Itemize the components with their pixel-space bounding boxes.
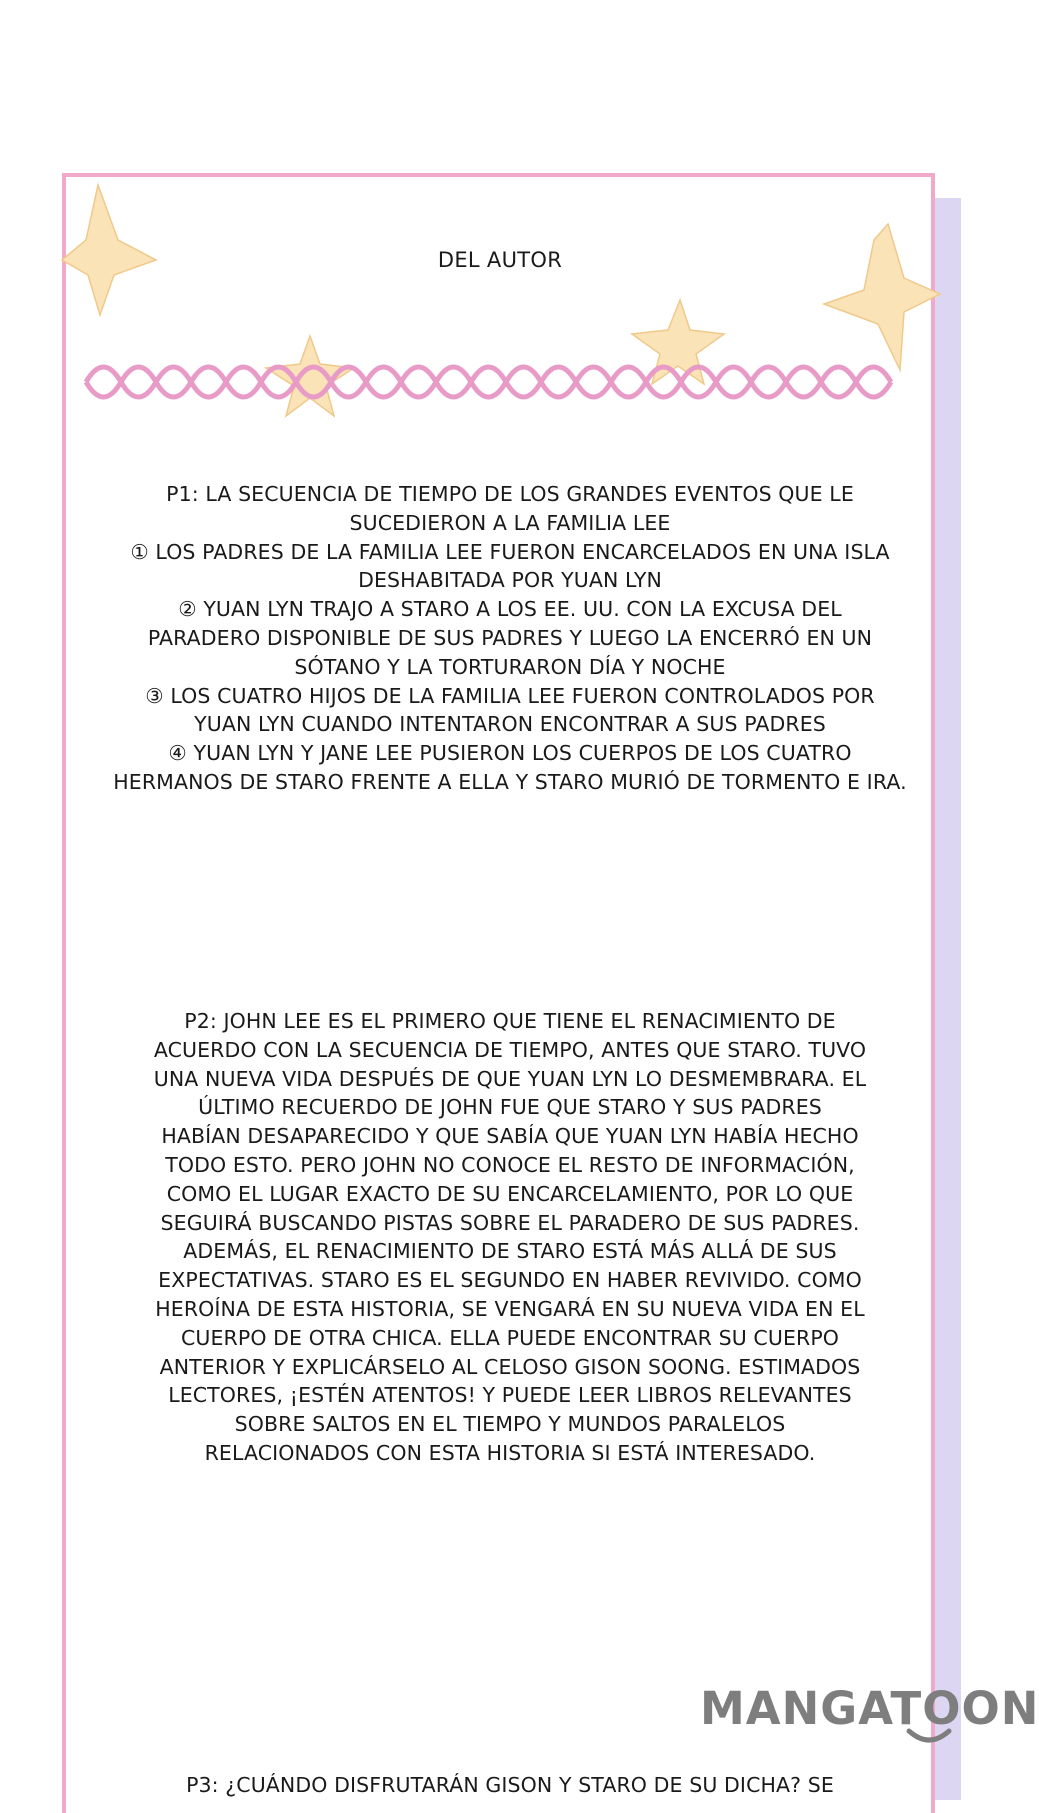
paragraph-p1: P1: LA SECUENCIA DE TIEMPO DE LOS GRANDES EVENTOS QUE LE SUCEDIERON A LA FAMILIA LEE ① LOS PADRES DE LA FAMILIA LEE FUERON ENCARCELADOS EN UNA ISLA DESHABITADA POR YUAN LYN ② YUAN LYN TRAJO A STARO A LOS EE. UU. CON LA EXCUSA DEL PARADERO DISPONIBLE DE SUS PADRES Y LUEGO LA ENCERRÓ EN UN SÓTANO Y LA TORTURARON DÍA Y NOCHE ③ LOS CUATRO HIJOS DE LA FAMILIA LEE FUERON CONTROLADOS POR YUAN LYN CUANDO INTENTARON ENCONTRAR A SUS PADRES ④ YUAN LYN Y JANE LEE PUSIERON LOS CUERPOS DE LOS CUATRO HERMANOS DE STARO FRENTE A ELLA Y STARO MURIÓ DE TORMENTO E IRA. xyxy=(113,482,907,794)
smile-icon xyxy=(905,1727,953,1745)
mangatoon-watermark: MANGATOON xyxy=(700,1682,1039,1735)
paragraph-p3: P3: ¿CUÁNDO DISFRUTARÁN GISON Y STARO DE SU DICHA? SE xyxy=(186,1773,834,1797)
author-note-card xyxy=(62,173,935,1813)
page-title: DEL AUTOR xyxy=(437,248,563,272)
star-icon xyxy=(56,170,164,320)
paragraph-p2: P2: JOHN LEE ES EL PRIMERO QUE TIENE EL RENACIMIENTO DE ACUERDO CON LA SECUENCIA DE TIEMPO, ANTES QUE STARO. TUVO UNA NUEVA VIDA DESPUÉS DE QUE YUAN LYN LO DESMEMBRARA. EL ÚLTIMO RECUERDO DE JOHN FUE QUE STARO Y SUS PADRES HABÍAN DESAPARECIDO Y QUE SABÍA QUE YUAN LYN HABÍA HECHO TODO ESTO. PERO JOHN NO CONOCE EL RESTO DE INFORMACIÓN, COMO EL LUGAR EXACTO DE SU ENCARCELAMIENTO, POR LO QUE SEGUIRÁ BUSCANDO PISTAS SOBRE EL PARADERO DE SUS PADRES. ADEMÁS, EL RENACIMIENTO DE STARO ESTÁ MÁS ALLÁ DE SUS EXPECTATIVAS. STARO ES EL SEGUNDO EN HABER REVIVIDO. COMO HEROÍNA DE ESTA HISTORIA, SE VENGARÁ EN SU NUEVA VIDA EN EL CUERPO DE OTRA CHICA. ELLA PUEDE ENCONTRAR SU CUERPO ANTERIOR Y EXPLICÁRSELO AL CELOSO GISON SOONG. ESTIMADOS LECTORES, ¡ESTÉN ATENTOS! Y PUEDE LEER LIBROS RELEVANTES SOBRE SALTOS EN EL TIEMPO Y MUNDOS PARALELOS RELACIONADOS CON ESTA HISTORIA SI ESTÁ INTERESADO. xyxy=(153,1009,867,1465)
wave-divider-icon xyxy=(86,352,916,412)
